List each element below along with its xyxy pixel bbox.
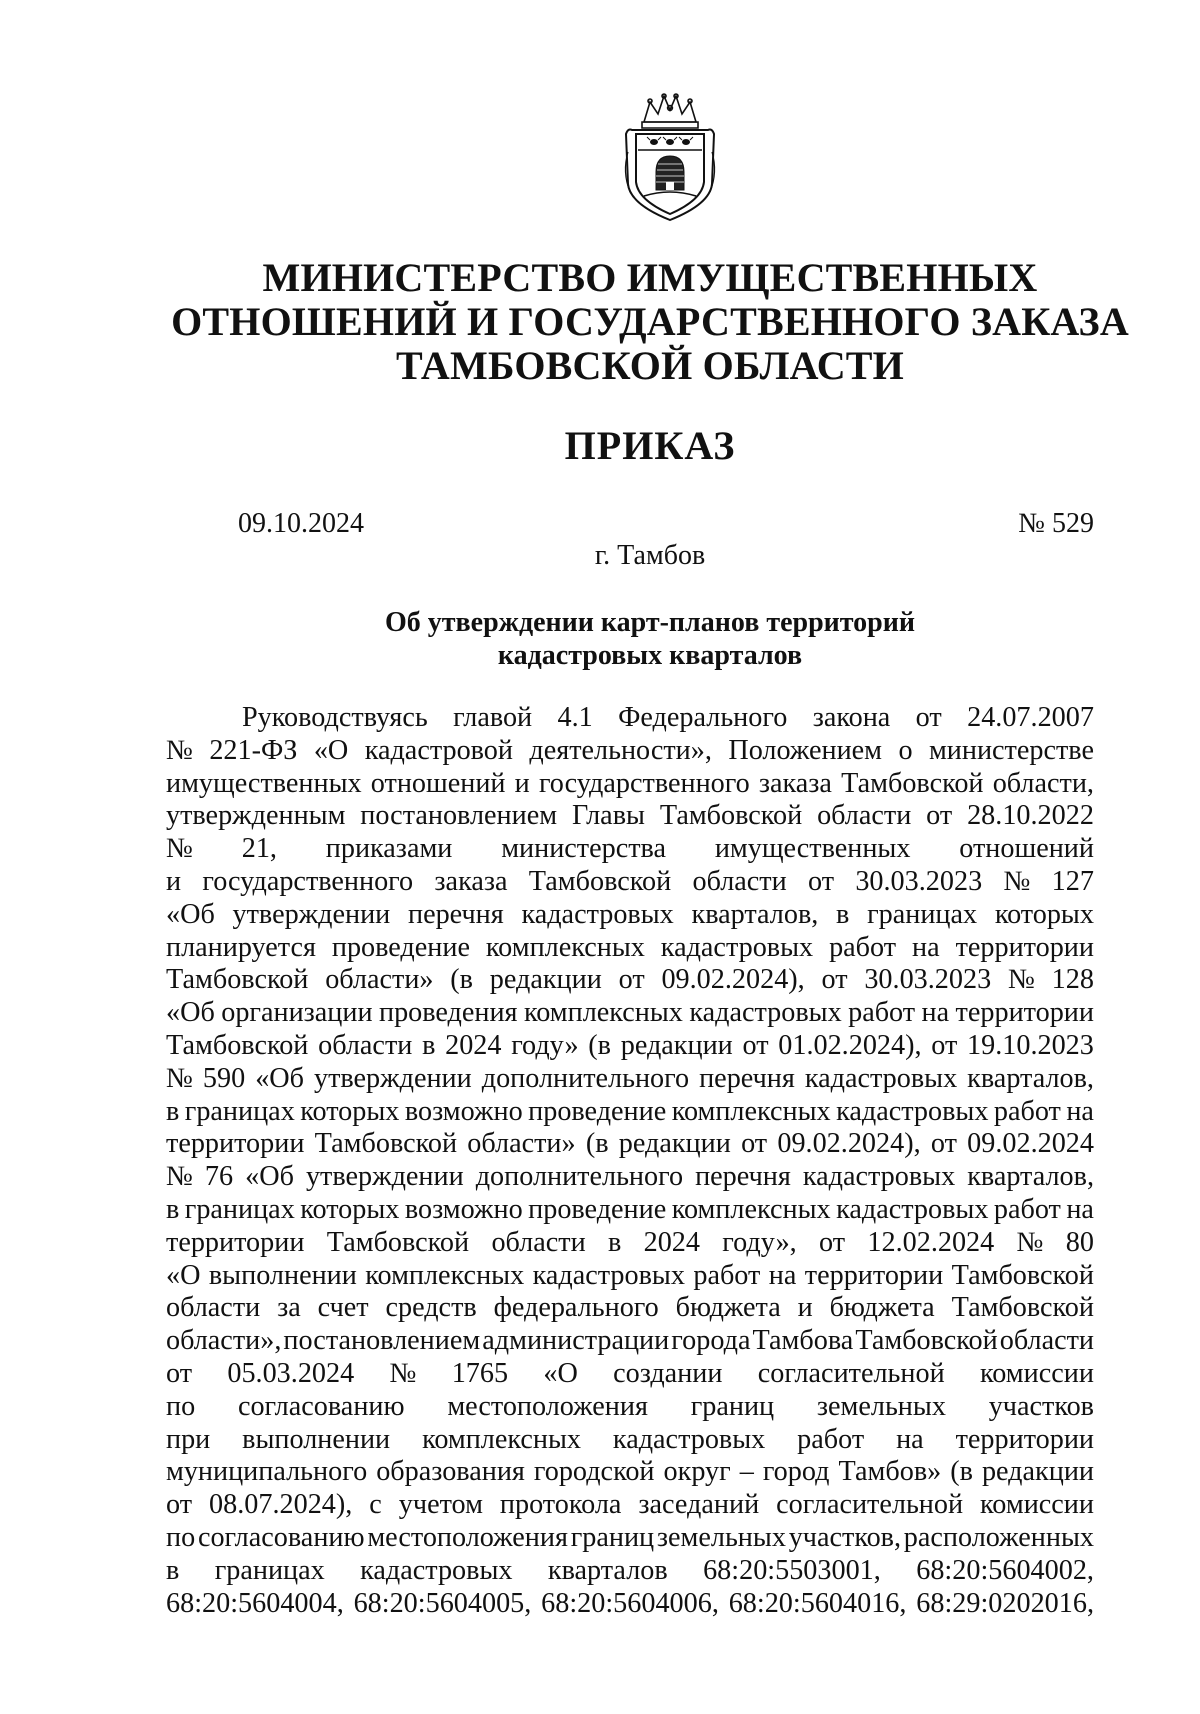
body-word: и — [797, 1292, 813, 1324]
body-line — [166, 932, 1094, 965]
ministry-name — [150, 256, 1150, 388]
body-word: которых — [994, 898, 1094, 930]
body-word: утверждении — [313, 1062, 472, 1094]
body-word: области — [999, 1325, 1094, 1357]
body-line — [166, 1391, 1094, 1424]
body-word: согласованию — [197, 1521, 365, 1553]
body-word: территории — [166, 1226, 305, 1258]
body-word: Тамбовской — [951, 1259, 1094, 1291]
body-word: в — [166, 1193, 180, 1225]
body-word: работ — [993, 1095, 1061, 1127]
body-word: Тамбовской — [841, 767, 984, 799]
body-word: году» — [511, 1029, 579, 1061]
body-line — [166, 1128, 1094, 1161]
body-word: кадастровых — [802, 1161, 956, 1193]
body-word: 19.10.2023 — [967, 1029, 1094, 1061]
body-word: за — [277, 1292, 301, 1324]
body-word: комплексных — [523, 997, 683, 1029]
body-word: № — [166, 1062, 193, 1094]
body-word: 30.03.2023 — [855, 865, 983, 897]
body-word: средств — [385, 1292, 477, 1324]
body-word: «О — [166, 1259, 201, 1291]
body-word: территории — [955, 997, 1094, 1029]
body-word: кварталов, — [967, 1062, 1094, 1094]
body-word: в — [166, 1554, 180, 1586]
body-word: № — [1007, 964, 1035, 996]
body-word: границ — [690, 1390, 775, 1422]
body-word: «О — [313, 734, 349, 766]
body-line — [166, 1227, 1094, 1260]
body-word: работ — [848, 997, 916, 1029]
body-word: области» — [467, 1128, 576, 1160]
body-word: расположенных — [903, 1521, 1094, 1553]
body-word: 68:20:5604004, — [166, 1587, 344, 1619]
body-word: редакции — [489, 964, 602, 996]
body-word: министерстве — [928, 734, 1094, 766]
body-word: города — [671, 1325, 751, 1357]
body-word: № — [1003, 865, 1031, 897]
body-word: планируется — [166, 931, 316, 963]
body-word: 08.07.2024), — [209, 1489, 353, 1521]
body-word: имущественных — [714, 833, 911, 865]
body-word: кадастровых — [804, 1062, 958, 1094]
body-word: в — [166, 1095, 180, 1127]
body-word: утверждении — [232, 898, 391, 930]
body-line — [166, 1522, 1094, 1555]
body-line — [166, 1030, 1094, 1063]
body-word: территории — [804, 1259, 944, 1291]
body-word: кадастровой — [364, 734, 513, 766]
body-line — [166, 768, 1094, 801]
body-word: на — [896, 1423, 924, 1455]
body-word: № — [166, 833, 193, 865]
body-word: 01.02.2024), — [778, 1029, 922, 1061]
body-word: городской — [533, 1456, 655, 1488]
body-word: перечня — [699, 1062, 795, 1094]
body-word: государственного — [538, 767, 750, 799]
body-word: 76 — [204, 1161, 234, 1193]
body-word: Тамбовской — [951, 1292, 1094, 1324]
body-word: кадастровых — [360, 1554, 513, 1586]
body-word: от — [930, 1128, 957, 1160]
body-word: комиссии — [979, 1357, 1094, 1389]
body-word: федерального — [493, 1292, 659, 1324]
body-word: согласительной — [776, 1489, 964, 1521]
body-line — [166, 735, 1094, 768]
body-word: территории — [955, 931, 1094, 963]
body-word: кадастровых — [521, 898, 674, 930]
body-word: 2024 — [445, 1029, 502, 1061]
body-word: государственного — [202, 865, 414, 897]
body-word: границ — [570, 1521, 655, 1553]
body-word: и — [514, 767, 530, 799]
body-word: Тамбовской — [166, 964, 309, 996]
body-word: Тамбовской — [314, 1128, 458, 1160]
body-word: комплексных — [485, 931, 645, 963]
body-word: от — [618, 964, 645, 996]
body-word: по — [166, 1521, 196, 1553]
body-word: Тамбов» — [838, 1456, 942, 1488]
body-word: на — [1066, 1193, 1094, 1225]
body-word: утвержденным — [166, 800, 346, 832]
body-word: области», — [166, 1325, 282, 1357]
body-word: границах — [184, 1193, 295, 1225]
body-word: согласованию — [237, 1390, 405, 1422]
body-word: «Об — [245, 1161, 294, 1193]
body-word: № — [166, 1161, 193, 1193]
body-line — [166, 1555, 1094, 1588]
body-word: от — [926, 800, 953, 832]
body-word: создании — [613, 1357, 723, 1389]
body-word: 4.1 — [557, 702, 593, 733]
body-word: проведение — [528, 1193, 667, 1225]
body-word: возможно — [404, 1193, 523, 1225]
body-word: округ — [663, 1456, 731, 1488]
body-word: от — [821, 964, 848, 996]
ministry-name-line: ТАМБОВСКОЙ ОБЛАСТИ — [396, 343, 904, 388]
body-word: возможно — [404, 1095, 523, 1127]
body-word: кварталов, — [691, 898, 819, 930]
body-word: (в — [585, 1128, 609, 1160]
body-word: от — [807, 865, 835, 897]
body-word: отношений — [959, 833, 1094, 865]
body-word: 24.07.2007 — [967, 702, 1094, 733]
document-city: г. Тамбов — [594, 540, 706, 571]
body-word: земельных — [816, 1390, 946, 1422]
body-word: 68:20:5604002, — [916, 1554, 1094, 1586]
body-word: образования — [376, 1456, 525, 1488]
body-word: дополнительного — [481, 1062, 690, 1094]
body-word: на — [1066, 1095, 1094, 1127]
body-word: утверждении — [305, 1161, 464, 1193]
body-word: местоположения — [367, 1521, 568, 1553]
body-word: кварталов — [547, 1554, 668, 1586]
body-word: комплексных — [671, 1095, 831, 1127]
body-word: муниципального — [166, 1456, 368, 1488]
ministry-name-line: МИНИСТЕРСТВО ИМУЩЕСТВЕННЫХ — [262, 255, 1038, 300]
body-word: редакции — [618, 1128, 731, 1160]
body-word: территории — [955, 1423, 1094, 1455]
body-line — [166, 997, 1094, 1030]
body-word: администрации — [482, 1325, 670, 1357]
body-line — [166, 866, 1094, 899]
body-word: редакции — [981, 1456, 1094, 1488]
body-word: кварталов, — [967, 1161, 1094, 1193]
body-word: 68:20:5503001, — [703, 1554, 881, 1586]
body-word: заседаний — [638, 1489, 760, 1521]
subject-line: Об утверждении карт-планов территорий — [384, 607, 916, 638]
body-word: закона — [812, 702, 891, 733]
body-word: № — [389, 1357, 417, 1389]
body-word: области — [692, 865, 787, 897]
body-word: году», — [722, 1226, 797, 1258]
body-word: 05.03.2024 — [227, 1357, 355, 1389]
body-word: город — [762, 1456, 830, 1488]
body-word: выполнении — [242, 1423, 391, 1455]
body-word: 80 — [1065, 1226, 1094, 1258]
body-word: 127 — [1051, 865, 1094, 897]
body-word: № — [166, 734, 193, 766]
tambov-coat-of-arms-emblem — [620, 92, 720, 224]
body-word: 68:20:5604006, — [541, 1587, 719, 1619]
body-word: 09.02.2024), — [777, 1128, 921, 1160]
body-word: области — [491, 1226, 586, 1258]
body-word: местоположения — [447, 1390, 648, 1422]
body-line — [166, 1489, 1094, 1522]
body-word: организации — [221, 997, 373, 1029]
body-word: проведение — [528, 1095, 667, 1127]
body-word: Тамбовской — [855, 1325, 998, 1357]
body-word: земельных — [656, 1521, 786, 1553]
body-word: 12.02.2024 — [867, 1226, 995, 1258]
body-word: деятельности», — [529, 734, 712, 766]
body-word: по — [166, 1390, 196, 1422]
body-line — [166, 1194, 1094, 1227]
body-word: 590 — [202, 1062, 246, 1094]
body-word: «Об — [255, 1062, 304, 1094]
body-word: Положением — [728, 734, 883, 766]
body-word: бюджета — [829, 1292, 935, 1324]
body-word: бюджета — [675, 1292, 781, 1324]
body-word: от — [741, 1128, 768, 1160]
body-line — [166, 1424, 1094, 1457]
body-word: от — [742, 1029, 769, 1061]
body-line — [166, 1096, 1094, 1129]
body-word: Тамбова — [752, 1325, 854, 1357]
body-line — [166, 1292, 1094, 1325]
body-line — [166, 800, 1094, 833]
body-word: Главы — [571, 800, 645, 832]
body-word: которых — [300, 1193, 400, 1225]
body-word: кадастровых — [689, 997, 842, 1029]
body-word: учетом — [398, 1489, 483, 1521]
body-word: с — [369, 1489, 382, 1521]
body-line — [166, 1456, 1094, 1489]
body-word: 68:20:5604005, — [353, 1587, 532, 1619]
body-word: главой — [453, 702, 533, 733]
body-word: выполнении — [208, 1259, 357, 1291]
body-word: 68:29:0202016, — [916, 1587, 1094, 1619]
body-word: кадастровых — [836, 1193, 989, 1225]
body-word: Тамбовской — [528, 865, 672, 897]
body-word: от — [166, 1489, 193, 1521]
body-word: работ — [797, 1423, 865, 1455]
body-line — [166, 1260, 1094, 1293]
ministry-name-line: ОТНОШЕНИЙ И ГОСУДАРСТВЕННОГО ЗАКАЗА — [171, 299, 1129, 344]
body-word: редакции — [620, 1029, 733, 1061]
body-word: области» — [325, 964, 434, 996]
body-word: области — [166, 1292, 261, 1324]
body-line — [166, 1063, 1094, 1096]
body-word: в — [607, 1226, 622, 1258]
body-word: в — [836, 898, 850, 930]
body-word: участков, — [788, 1521, 902, 1553]
body-word: 1765 — [451, 1357, 509, 1389]
document-type-title: ПРИКАЗ — [564, 423, 736, 468]
body-word: комплексных — [671, 1193, 831, 1225]
body-line — [166, 1588, 1094, 1621]
body-word: отношений — [370, 767, 506, 799]
body-word: приказами — [325, 833, 453, 865]
body-word: при — [166, 1423, 211, 1455]
body-word: которых — [300, 1095, 400, 1127]
body-word: счет — [317, 1292, 369, 1324]
body-word: «Об — [166, 997, 215, 1029]
body-word: постановлением — [360, 800, 558, 832]
body-word: работ — [693, 1259, 761, 1291]
body-word: Тамбовской — [659, 800, 803, 832]
body-word: на — [921, 997, 950, 1029]
body-word: дополнительного — [475, 1161, 684, 1193]
body-word: протокола — [499, 1489, 622, 1521]
body-word: «О — [543, 1357, 578, 1389]
body-word: 221-ФЗ — [209, 734, 298, 766]
body-word: заказа — [758, 767, 832, 799]
body-word: Руководствуясь — [242, 702, 428, 733]
body-word: «Об — [166, 898, 215, 930]
body-line — [166, 833, 1094, 866]
body-word: 28.10.2022 — [967, 800, 1094, 832]
body-word: (в — [450, 964, 473, 996]
body-word: Федерального — [618, 702, 788, 733]
body-word: границах — [214, 1554, 325, 1586]
body-word: (в — [950, 1456, 973, 1488]
body-word: комиссии — [980, 1489, 1094, 1521]
body-word: кадастровых — [660, 931, 814, 963]
document-subject — [150, 606, 1150, 672]
body-line — [166, 702, 1094, 735]
body-word: работ — [993, 1193, 1061, 1225]
body-word: работ — [829, 931, 897, 963]
body-word: 2024 — [643, 1226, 700, 1258]
body-word: кадастровых — [836, 1095, 989, 1127]
body-word: и — [166, 865, 182, 897]
body-line — [166, 1325, 1094, 1358]
body-word: 09.02.2024), — [661, 964, 805, 996]
body-word: Тамбовской — [166, 1029, 309, 1061]
document-date: 09.10.2024 — [238, 508, 364, 539]
body-word: 21, — [241, 833, 277, 865]
body-word: на — [912, 931, 940, 963]
body-word: области — [318, 1029, 413, 1061]
body-line — [166, 964, 1094, 997]
body-word: о — [898, 734, 913, 766]
body-word: проведение — [331, 931, 470, 963]
body-line — [166, 899, 1094, 932]
body-word: 30.03.2023 — [864, 964, 992, 996]
body-word: от — [931, 1029, 958, 1061]
body-word: на — [768, 1259, 797, 1291]
document-number: № 529 — [1018, 508, 1094, 539]
body-word: министерства — [501, 833, 667, 865]
body-word: 68:20:5604016, — [728, 1587, 907, 1619]
body-word: участков — [988, 1390, 1094, 1422]
body-word: комплексных — [422, 1423, 582, 1455]
body-word: – — [739, 1456, 754, 1488]
body-word: комплексных — [365, 1259, 525, 1291]
body-word: Тамбовской — [326, 1226, 470, 1258]
body-word: в — [422, 1029, 436, 1061]
body-word: перечня — [407, 898, 504, 930]
body-word: от — [915, 702, 942, 733]
body-word: границах — [184, 1095, 295, 1127]
body-word: кадастровых — [532, 1259, 685, 1291]
body-word: 128 — [1051, 964, 1094, 996]
subject-line: кадастровых кварталов — [497, 640, 803, 671]
body-word: постановлением — [283, 1325, 481, 1357]
body-word: перечня — [695, 1161, 791, 1193]
body-line — [166, 1161, 1094, 1194]
body-word: области — [817, 800, 912, 832]
document-body-text — [166, 702, 1094, 1620]
body-word: от — [819, 1226, 846, 1258]
body-word: 09.02.2024 — [967, 1128, 1094, 1160]
body-word: границах — [867, 898, 978, 930]
body-word: (в — [588, 1029, 611, 1061]
body-word: заказа — [434, 865, 508, 897]
body-word: территории — [166, 1128, 305, 1160]
body-word: от — [166, 1357, 193, 1389]
body-word: имущественных — [166, 767, 362, 799]
body-word: проведения — [378, 997, 518, 1029]
body-word: области, — [992, 767, 1094, 799]
body-word: кадастровых — [612, 1423, 766, 1455]
body-word: № — [1016, 1226, 1044, 1258]
body-word: согласительной — [757, 1357, 945, 1389]
body-line — [166, 1358, 1094, 1391]
